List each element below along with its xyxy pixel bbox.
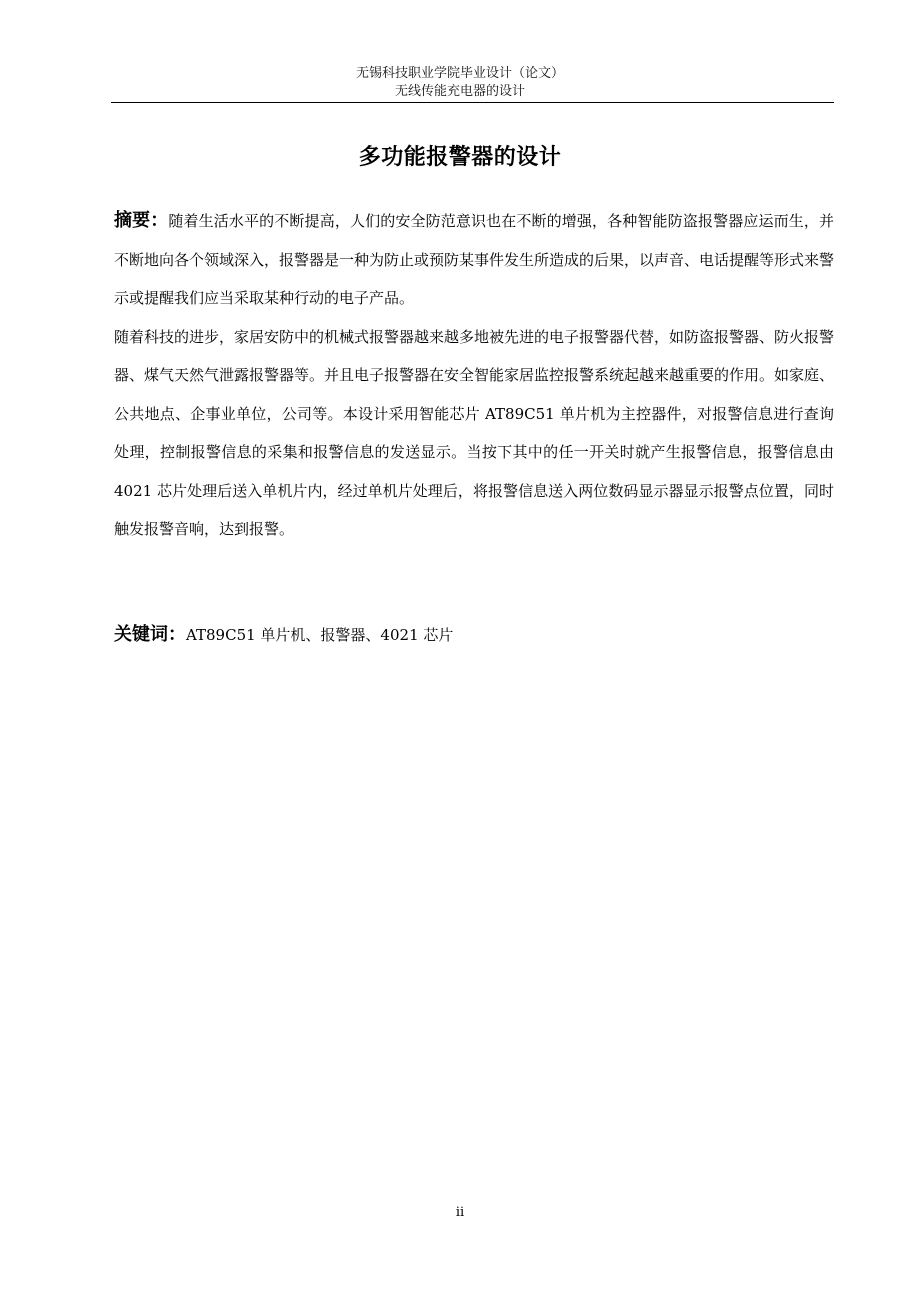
abstract-paragraph-1	[114, 202, 834, 318]
header-rule	[111, 102, 834, 103]
keywords-label: 关键词：	[114, 624, 186, 645]
header-school-title: 无锡科技职业学院毕业设计（论文）	[355, 66, 564, 81]
abstract-label: 摘要：	[114, 210, 169, 231]
keywords-text: AT89C51 单片机、报警器、4021 芯片	[186, 626, 454, 644]
keywords-section	[114, 618, 834, 652]
abstract-section	[114, 202, 834, 549]
header-thesis-title: 无线传能充电器的设计	[394, 84, 525, 99]
page-number: ii	[455, 1205, 465, 1220]
page-title: 多功能报警器的设计	[358, 145, 562, 170]
abstract-paragraph-2: 随着科技的进步，家居安防中的机械式报警器越来越多地被先进的电子报警器代替，如防盗报警器、防火报警器、煤气天然气泄露报警器等。并且电子报警器在安全智能家居监控报警系统起越来越重要的作用。如家庭、公共地点、企事业单位，公司等。本设计采用智能芯片 AT89C51 单片机为主控器件，对报警信息进行查询处理，控制报警信息的采集和报警信息的发送显示。当按下其中的任一开关时就产生报警信息，报警信息由 4021 芯片处理后送入单机片内，经过单机片处理后，将报警信息送入两位数码显示器显示报警点位置，同时触发报警音响，达到报警。	[114, 327, 835, 538]
abstract-text-1: 随着生活水平的不断提高，人们的安全防范意识也在不断的增强，各种智能防盗报警器应运而生，并不断地向各个领域深入，报警器是一种为防止或预防某事件发生所造成的后果，以声音、电话提醒等形式来警示或提醒我们应当采取某种行动的电子产品。	[114, 212, 835, 307]
